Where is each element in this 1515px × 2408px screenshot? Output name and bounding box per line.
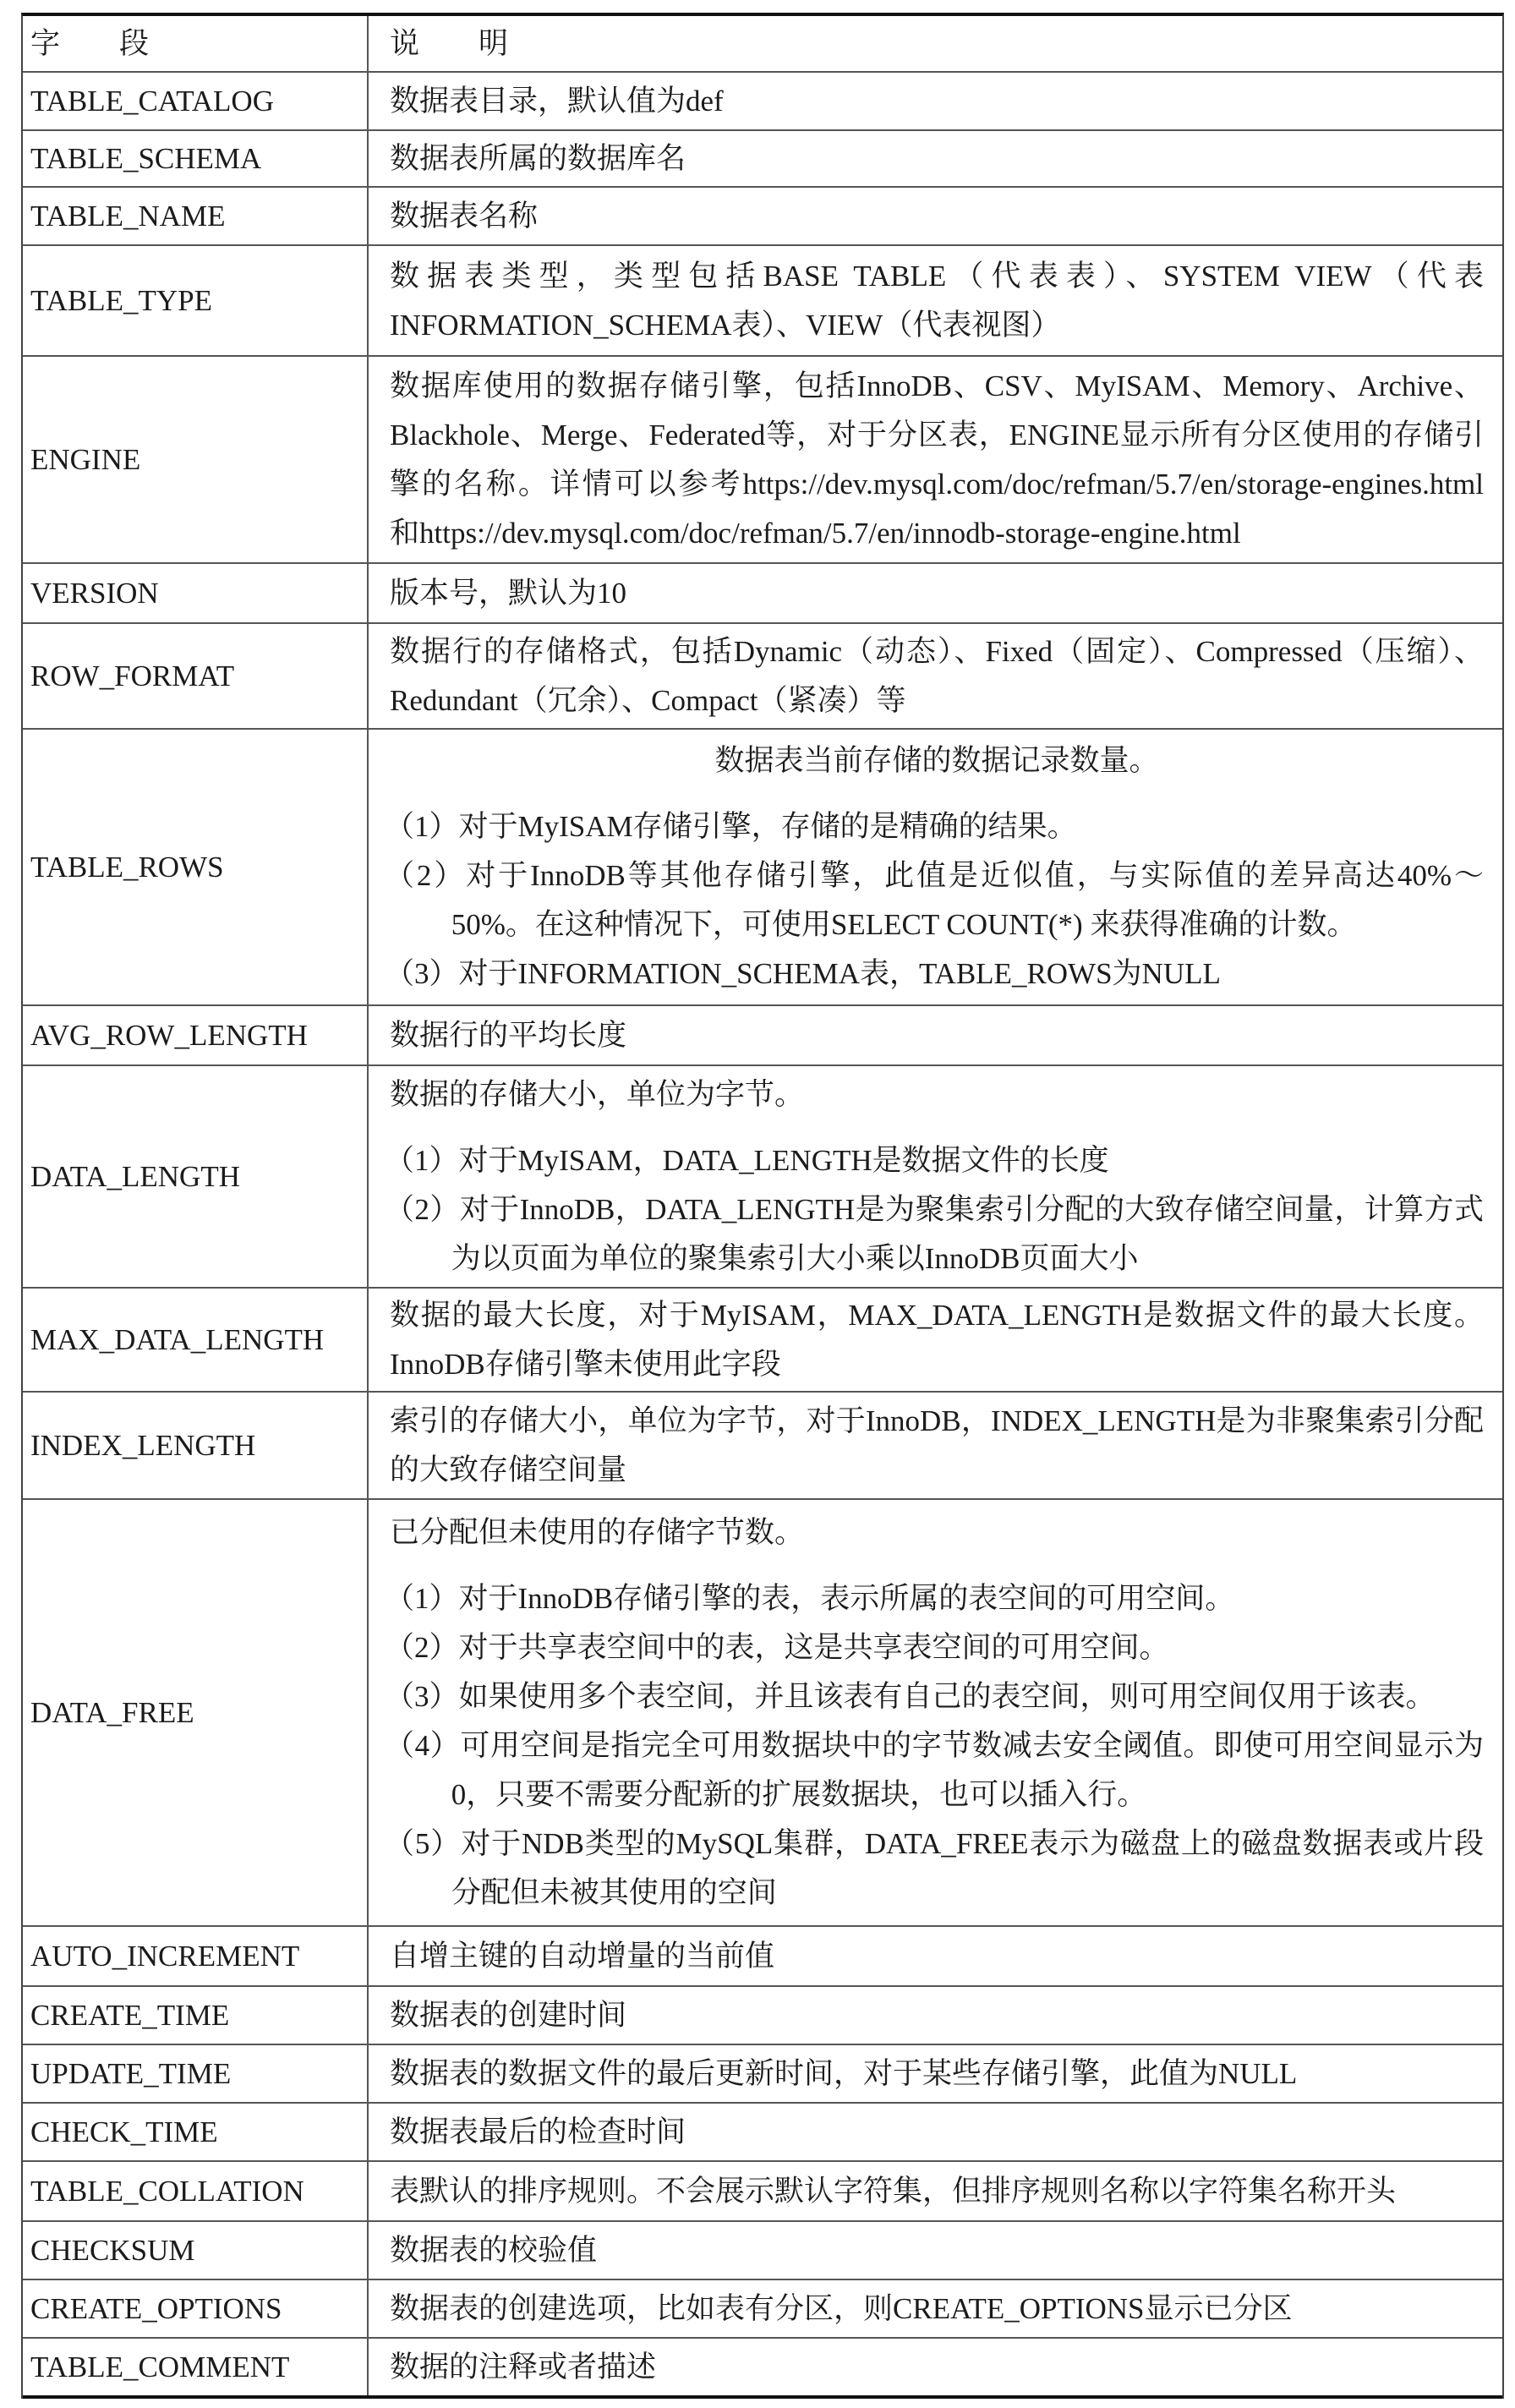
row-table-collation [23,2162,1502,2222]
description-lead: 数据表当前存储的数据记录数量。 [714,743,1159,777]
row-create-time [23,1987,1502,2045]
description-cell [369,1987,1502,2044]
row-update-time [23,2045,1502,2104]
field-name: CREATE_TIME [23,1987,369,2044]
description-item: （2）对于共享表空间中的表，这是共享表空间的可用空间。 [385,1630,1169,1664]
description-text: 数据表的创建选项，比如表有分区，则CREATE_OPTIONS显示已分区 [390,2291,1293,2325]
description-item: （2）对于InnoDB等其他存储引擎，此值是近似值，与实际值的差异高达40%～50%。在这种情况下，可使用SELECT COUNT(*) 来获得准确的计数。 [385,858,1484,941]
description-cell [369,2045,1502,2102]
description-cell [369,2104,1502,2160]
row-engine [23,357,1502,564]
description-text: 表默认的排序规则。不会展示默认字符集，但排序规则名称以字符集名称开头 [390,2174,1397,2208]
description-text: 数据的最大长度，对于MyISAM，MAX_DATA_LENGTH是数据文件的最大长度。InnoDB存储引擎未使用此字段 [390,1298,1484,1381]
row-table-rows [23,730,1502,1006]
description-cell [369,1006,1502,1064]
table-header-row [23,16,1502,73]
description-cell [369,357,1502,562]
description-cell [369,2280,1502,2337]
row-data-free [23,1500,1502,1927]
field-name: ENGINE [23,357,369,562]
field-name: TABLE_COLLATION [23,2162,369,2220]
description-cell [369,246,1502,355]
field-name: CHECK_TIME [23,2104,369,2160]
description-text: 数据表的创建时间 [390,1998,627,2032]
description-text: 数据的注释或者描述 [390,2350,657,2383]
description-cell [369,1289,1502,1391]
description-lead: 数据的存储大小，单位为字节。 [390,1077,805,1111]
description-text: 数据表所属的数据库名 [390,141,686,175]
header-desc-cell [369,16,1502,71]
description-item: （4）可用空间是指完全可用数据块中的字节数减去安全阈值。即使可用空间显示为0，只要不需要分配新的扩展数据块，也可以插入行。 [385,1728,1484,1811]
description-text: 数据表类型，类型包括BASE TABLE（代表表）、SYSTEM VIEW（代表INFORMATION_SCHEMA表）、VIEW（代表视图） [390,259,1484,342]
field-name: CREATE_OPTIONS [23,2280,369,2337]
row-checksum [23,2222,1502,2280]
description-text: 数据行的存储格式，包括Dynamic（动态）、Fixed（固定）、Compressed（压缩）、Redundant（冗余）、Compact（紧凑）等 [390,634,1484,717]
row-create-options [23,2280,1502,2339]
row-table-comment [23,2339,1502,2399]
field-name: TABLE_COMMENT [23,2339,369,2395]
description-text: 数据行的平均长度 [390,1018,627,1052]
description-cell [369,2222,1502,2279]
row-max-data-length [23,1289,1502,1393]
description-item: （1）对于MyISAM存储引擎，存储的是精确的结果。 [385,809,1077,843]
description-cell [369,73,1502,129]
header-desc: 说 明 [390,26,509,60]
row-table-catalog [23,73,1502,131]
description-cell [369,564,1502,622]
field-name: DATA_FREE [23,1500,369,1925]
row-index-length [23,1393,1502,1500]
field-name: TABLE_SCHEMA [23,131,369,186]
description-cell [369,624,1502,728]
description-cell [369,131,1502,186]
description-item: （5）对于NDB类型的MySQL集群，DATA_FREE表示为磁盘上的磁盘数据表或片段分配但未被其使用的空间 [385,1826,1484,1909]
description-text: 数据表目录，默认值为def [390,84,724,118]
header-field: 字 段 [23,16,369,71]
row-table-type [23,246,1502,357]
description-lead: 已分配但未使用的存储字节数。 [390,1515,805,1549]
description-item: （1）对于MyISAM，DATA_LENGTH是数据文件的长度 [385,1143,1109,1177]
field-name: UPDATE_TIME [23,2045,369,2102]
row-auto-increment [23,1927,1502,1987]
description-text: 版本号，默认为10 [390,576,627,610]
description-cell [369,1066,1502,1287]
row-version [23,564,1502,624]
field-name: AUTO_INCREMENT [23,1927,369,1985]
description-text: 索引的存储大小，单位为字节，对于InnoDB，INDEX_LENGTH是为非聚集索引分配的大致存储空间量 [390,1404,1484,1486]
description-text: 数据表的数据文件的最后更新时间，对于某些存储引擎，此值为NULL [390,2056,1298,2090]
row-data-length [23,1066,1502,1289]
field-name: CHECKSUM [23,2222,369,2279]
description-cell [369,1927,1502,1985]
description-text: 数据表最后的检查时间 [390,2115,686,2148]
field-name: MAX_DATA_LENGTH [23,1289,369,1391]
field-name: TABLE_NAME [23,188,369,244]
description-cell [369,188,1502,244]
row-check-time [23,2104,1502,2162]
field-name: INDEX_LENGTH [23,1393,369,1498]
description-item: （3）对于INFORMATION_SCHEMA表，TABLE_ROWS为NULL [385,956,1221,990]
description-text: 自增主键的自动增量的当前值 [390,1939,775,1973]
description-cell [369,730,1502,1004]
row-table-name [23,188,1502,246]
field-name: DATA_LENGTH [23,1066,369,1287]
field-name: TABLE_CATALOG [23,73,369,129]
description-cell [369,1393,1502,1498]
description-cell [369,1500,1502,1925]
fields-table [21,13,1504,2399]
description-item: （2）对于InnoDB，DATA_LENGTH是为聚集索引分配的大致存储空间量，计算方式为以页面为单位的聚集索引大小乘以InnoDB页面大小 [385,1192,1484,1275]
description-cell [369,2339,1502,2395]
field-name: TABLE_ROWS [23,730,369,1004]
row-avg-row-length [23,1006,1502,1066]
description-text: 数据表的校验值 [390,2233,598,2267]
field-name: AVG_ROW_LENGTH [23,1006,369,1064]
description-text: 数据表名称 [390,199,539,233]
description-text: 数据库使用的数据存储引擎，包括InnoDB、CSV、MyISAM、Memory、Archive、Blackhole、Merge、Federated等，对于分区表，ENGINE显示所有分区使用的存储引擎的名称。详情可以参考https://dev.mysql.com/doc/refman/5.7/en/storage-engines.html和https://dev.mysql.com/doc/refman/5.7/en/innodb-storage-engine.html [390,369,1484,550]
field-name: ROW_FORMAT [23,624,369,728]
row-table-schema [23,131,1502,188]
field-name: VERSION [23,564,369,622]
description-item: （1）对于InnoDB存储引擎的表，表示所属的表空间的可用空间。 [385,1581,1235,1615]
row-row-format [23,624,1502,730]
field-name: TABLE_TYPE [23,246,369,355]
description-item: （3）如果使用多个表空间，并且该表有自己的表空间，则可用空间仅用于该表。 [385,1679,1436,1713]
description-cell [369,2162,1502,2220]
